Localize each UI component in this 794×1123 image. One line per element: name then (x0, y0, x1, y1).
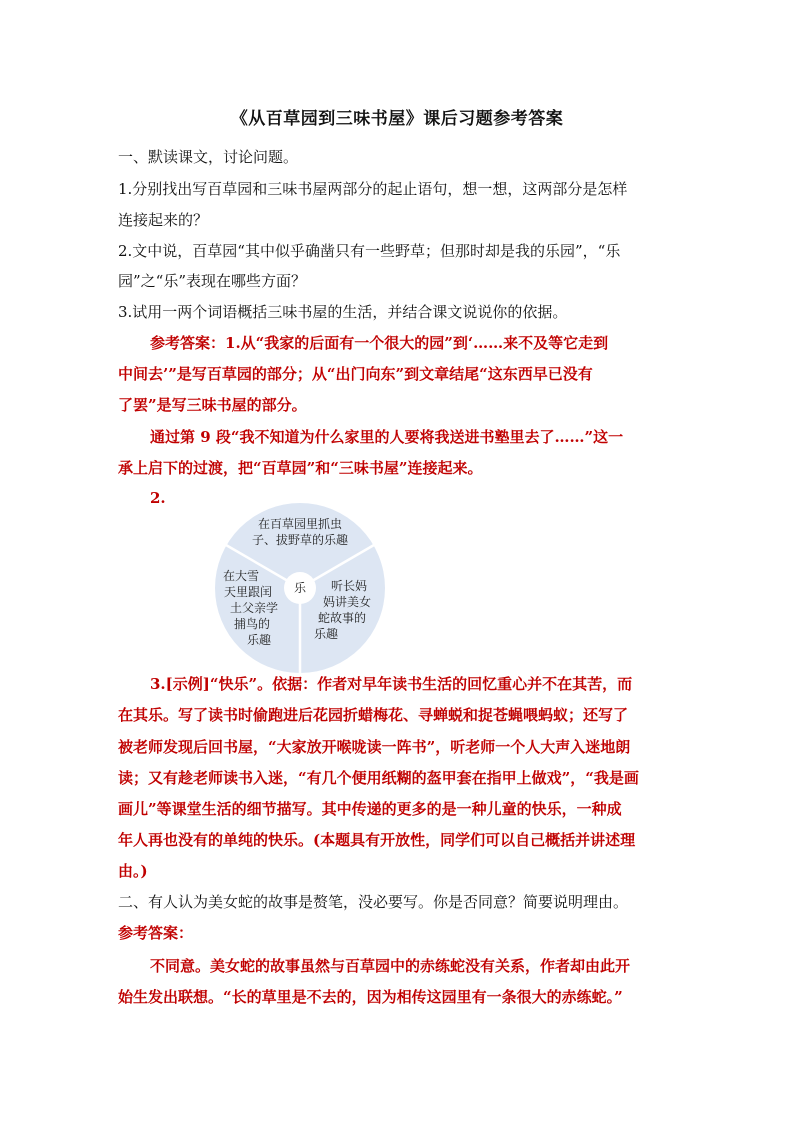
diagram-left-line3: 土父亲学 (229, 601, 279, 615)
question2-line1: 2.文中说，百草园“其中似乎确凿只有一些野草；但那时却是我的乐园”，“乐 (118, 242, 621, 260)
diagram-right-line1: 听长妈 (330, 579, 368, 593)
answer1-line4: 通过第 9 段“我不知道为什么家里的人要将我送进书塾里去了……”这一 (150, 428, 624, 446)
answer1-line2: 中间去’”是写百草园的部分；从“出门向东”到文章结尾“这东西早已没有 (118, 365, 593, 383)
section2-heading: 二、有人认为美女蛇的故事是赘笔，没必要写。你是否同意？简要说明理由。 (118, 893, 629, 911)
answer3-line3: 被老师发现后回书屋，“大家放开喉咙读一阵书”，听老师一个人大声入迷地朗 (118, 738, 631, 756)
diagram-right-line3: 蛇故事的 (317, 611, 367, 625)
answer1-line1: 参考答案：1.从“我家的后面有一个很大的园”到‘……来不及等它走到 (150, 334, 609, 352)
answer1-line3: 了罢”是写三味书屋的部分。 (118, 396, 307, 414)
answer3-line7: 由。) (118, 862, 148, 880)
question2-line2: 园”之“乐”表现在哪些方面？ (118, 272, 307, 290)
answer3-line6: 年人再也没有的单纯的快乐。(本题具有开放性，同学们可以自己概括并讲述理 (118, 831, 636, 849)
section2-answer-label: 参考答案： (118, 924, 194, 942)
answer2-label: 2. (150, 489, 166, 507)
answer3-line1: 3.[示例]“快乐”。依据：作者对早年读书生活的回忆重心并不在其苦，而 (150, 675, 633, 693)
diagram-left-line1: 在大雪 (222, 569, 260, 583)
section1-heading: 一、默读课文，讨论问题。 (118, 148, 299, 166)
diagram-left-line4: 捕鸟的 (233, 617, 271, 631)
answer3-line2: 在其乐。写了读书时偷跑进后花园折蜡梅花、寻蝉蜕和捉苍蝇喂蚂蚁；还写了 (118, 706, 629, 724)
diagram-left-line2: 天里跟闰 (223, 585, 273, 599)
joy-diagram (214, 502, 386, 674)
diagram-top-line1: 在百草园里抓虫 (257, 517, 343, 531)
answer1-line5: 承上启下的过渡，把“百草园”和“三味书屋”连接起来。 (118, 459, 483, 477)
diagram-left-line5: 乐趣 (246, 633, 272, 647)
answer3-line5: 画儿”等课堂生活的细节描写。其中传递的更多的是一种儿童的快乐，一种成 (118, 800, 622, 818)
diagram-center-label: 乐 (293, 581, 307, 595)
question3: 3.试用一两个词语概括三味书屋的生活，并结合课文说说你的依据。 (118, 303, 568, 321)
question1-line2: 连接起来的？ (118, 211, 209, 229)
question1-line1: 1.分别找出写百草园和三味书屋两部分的起止语句，想一想，这两部分是怎样 (118, 180, 628, 198)
answer3-line4: 读；又有趁老师读书入迷，“有几个便用纸糊的盔甲套在指甲上做戏”，“我是画 (118, 769, 639, 787)
section2-answer-line1: 不同意。美女蛇的故事虽然与百草园中的赤练蛇没有关系，作者却由此开 (150, 957, 631, 975)
section2-answer-line2: 始生发出联想。“长的草里是不去的，因为相传这园里有一条很大的赤练蛇。” (118, 988, 623, 1006)
diagram-top-line2: 子、拔野草的乐趣 (251, 533, 349, 547)
page-title: 《从百草园到三味书屋》课后习题参考答案 (230, 109, 564, 129)
diagram-right-line2: 妈讲美女 (322, 595, 372, 609)
diagram-right-line4: 乐趣 (313, 627, 339, 641)
